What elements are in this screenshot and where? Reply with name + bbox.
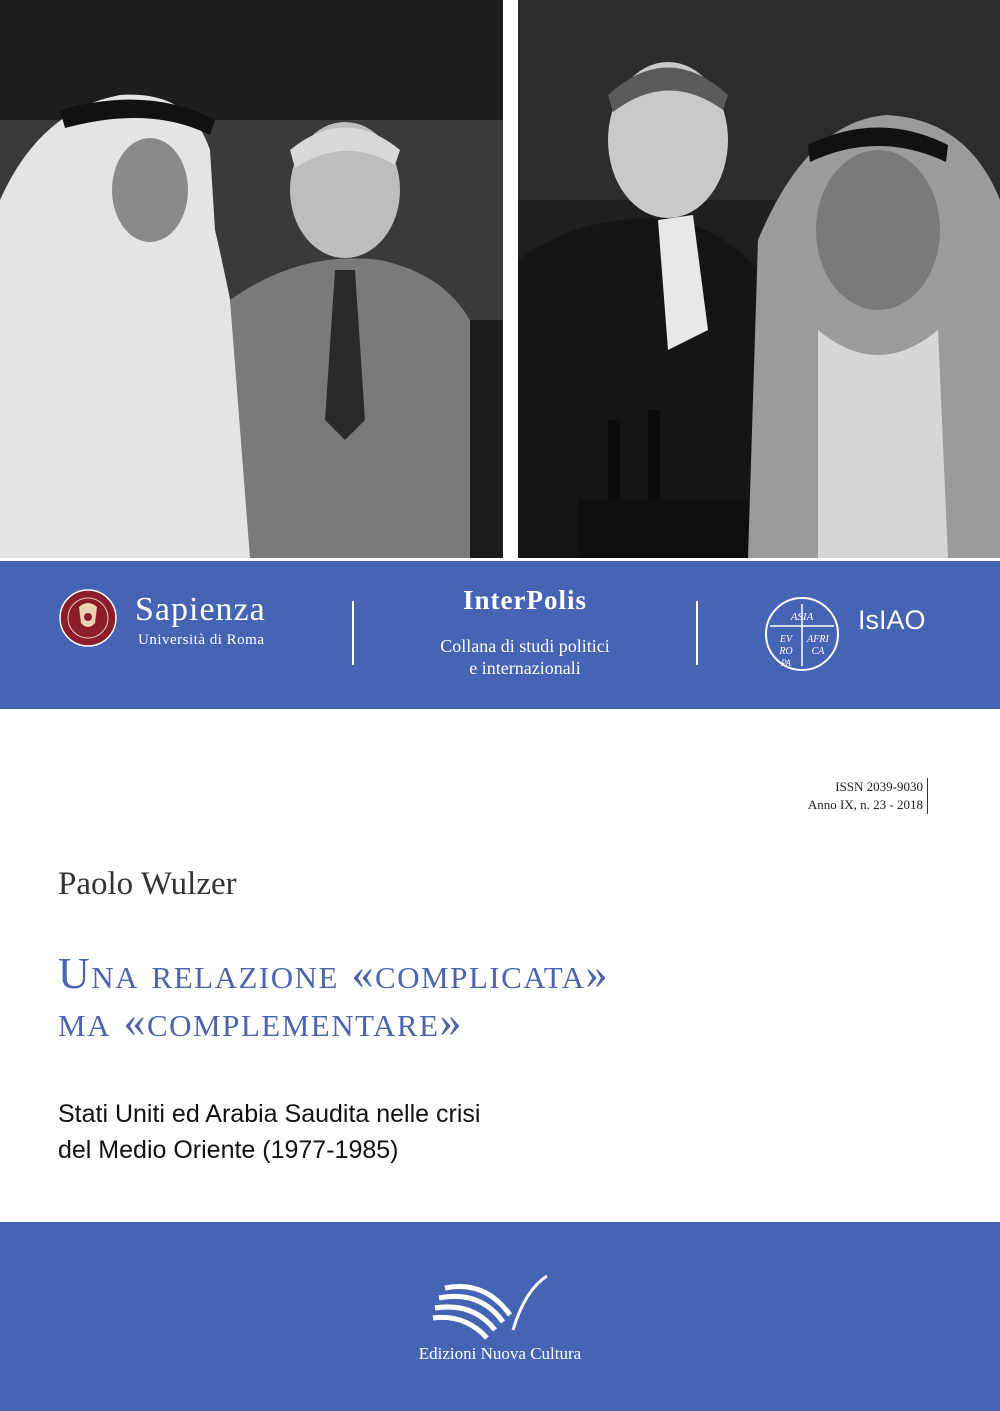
author-name: Paolo Wulzer: [58, 866, 237, 902]
svg-text:CA: CA: [811, 646, 825, 657]
cover-photo-left: [0, 0, 503, 558]
svg-text:ASIA: ASIA: [790, 611, 814, 623]
series-subtitle-line1: Collana di studi politici: [440, 636, 610, 656]
series-title: InterPolis: [463, 585, 587, 615]
issn-line: ISSN 2039-9030: [835, 779, 923, 794]
svg-text:AFRI: AFRI: [807, 634, 829, 645]
subtitle-line1: Stati Uniti ed Arabia Saudita nelle crisi: [58, 1100, 481, 1128]
divider-right: [696, 601, 698, 665]
issn-block: [808, 778, 928, 814]
university-name: Sapienza: [135, 591, 266, 628]
svg-text:EV: EV: [779, 634, 793, 645]
book-subtitle: [58, 1096, 958, 1168]
subtitle-line2: del Medio Oriente (1977-1985): [58, 1136, 399, 1164]
title-line1: Una relazione «complicata»: [58, 949, 610, 998]
book-title: [58, 950, 958, 1046]
divider-left: [352, 601, 354, 665]
sapienza-seal-icon: [59, 589, 117, 647]
header-band: [0, 561, 1000, 709]
publisher-name: Edizioni Nuova Cultura: [418, 1344, 582, 1363]
footer-band: [0, 1222, 1000, 1411]
svg-text:PA: PA: [781, 658, 791, 668]
issue-line: Anno IX, n. 23 - 2018: [807, 797, 923, 812]
cover-photo-right: [518, 0, 1000, 558]
nuova-cultura-logo-icon: [425, 1270, 555, 1350]
series-subtitle: [370, 635, 680, 679]
photo-right-image: [518, 0, 1000, 558]
institute-name: IsIAO: [858, 605, 926, 635]
svg-text:RO: RO: [779, 646, 793, 657]
series-subtitle-line2: e internazionali: [469, 658, 581, 678]
university-subtitle: Università di Roma: [138, 632, 265, 648]
title-line2: ma «complementare»: [58, 997, 464, 1046]
photo-left-image: [0, 0, 503, 558]
isiao-logo-icon: [762, 596, 842, 672]
